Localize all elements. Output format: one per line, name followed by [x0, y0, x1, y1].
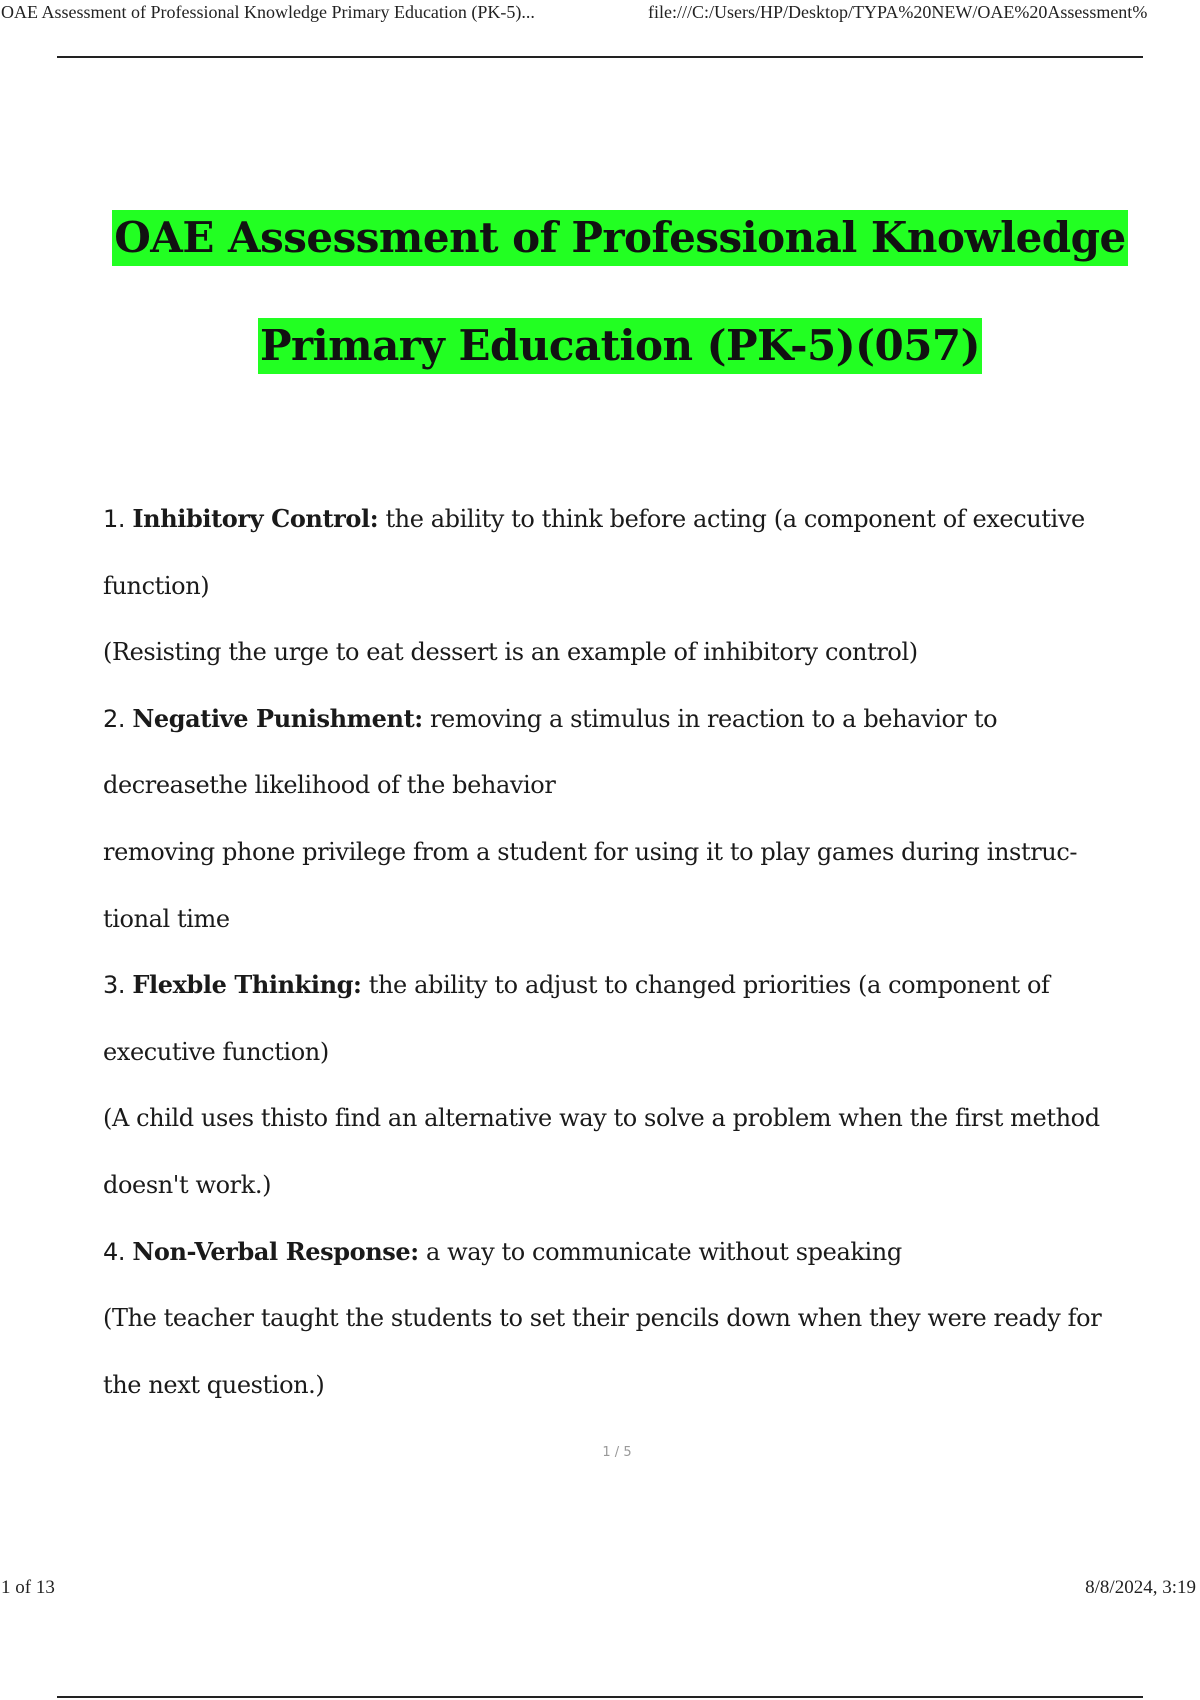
item-definition: the ability to think before acting (a component of executive function) — [103, 505, 1085, 600]
item-number: 3. — [103, 971, 126, 1000]
top-divider — [57, 56, 1143, 58]
bottom-divider — [57, 1696, 1143, 1698]
item-number: 2. — [103, 704, 126, 733]
document-title — [0, 210, 1200, 374]
title-line-2: Primary Education (PK-5)(057) — [258, 318, 982, 374]
item-term: Flexble Thinking: — [132, 970, 362, 1000]
item-example: (The teacher taught the students to set their pencils down when they were ready for the next question.) — [103, 1304, 1102, 1399]
print-footer-page-count: 1 of 13 — [1, 1577, 55, 1598]
item-definition: a way to communicate without speaking — [425, 1237, 902, 1266]
item-number: 4. — [103, 1237, 126, 1266]
list-item — [103, 686, 1133, 819]
inner-page-number: 1 / 5 — [602, 1445, 632, 1460]
print-header-title: OAE Assessment of Professional Knowledge Primary Education (PK-5)... — [1, 2, 535, 22]
item-definition: removing a stimulus in reaction to a behavior to decreasethe likelihood of the behavior — [103, 704, 998, 800]
item-term: Non-Verbal Response: — [132, 1236, 419, 1266]
item-example: (A child uses thisto find an alternative way to solve a problem when the first method doesn't work.) — [103, 1104, 1100, 1199]
item-term: Negative Punishment: — [132, 703, 423, 733]
item-term: Inhibitory Control: — [132, 504, 379, 533]
print-footer-datetime: 8/8/2024, 3:19 — [1085, 1577, 1196, 1598]
list-item — [103, 486, 1133, 619]
item-number: 1. — [103, 505, 126, 533]
definitions-list — [103, 486, 1133, 1418]
print-header — [0, 0, 1200, 30]
title-line-1: OAE Assessment of Professional Knowledge — [112, 210, 1128, 266]
item-example: removing phone privilege from a student for using it to play games during instruc-tional time — [103, 837, 1078, 933]
item-example: (Resisting the urge to eat dessert is an example of inhibitory control) — [103, 638, 918, 667]
print-header-path: file:///C:/Users/HP/Desktop/TYPA%20NEW/OAE%20Assessment% — [648, 2, 1148, 22]
list-item — [103, 1219, 1133, 1286]
list-item — [103, 952, 1133, 1085]
item-definition: the ability to adjust to changed priorities (a component of executive function) — [103, 971, 1050, 1066]
